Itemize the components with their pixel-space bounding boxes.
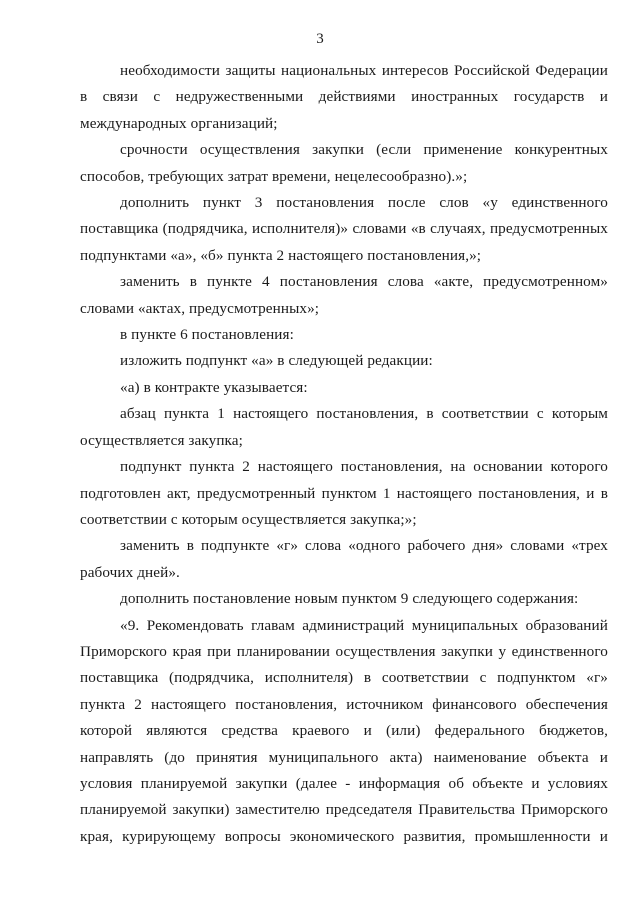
paragraph-contract-specifies: «а) в контракте указывается: [120, 378, 308, 396]
document-body [80, 58, 608, 850]
paragraph-subpoint-a-intro: изложить подпункт «а» в следующей редакции: [120, 352, 433, 370]
paragraph-urgency: срочности осуществления закупки (если применение конкурентных способов, требующих затрат времени, нецелесообразно).»; [80, 141, 608, 185]
paragraph-amend-subpoint-g: заменить в подпункте «г» слова «одного рабочего дня» словами «трех рабочих дней». [80, 537, 608, 581]
paragraph-point-9-text: «9. Рекомендовать главам администраций муниципальных образований Приморского края при планировании осуществления закупки у единственного поставщика (подрядчика, исполнителя) в соответствии с подпунктом «г» пункта 2 настоящего постановления, источником финансового обеспечения которой являются средства краевого и (или) федерального бюджетов, направлять (до принятия муниципального акта) наименование объекта и условия планируемой закупки (далее - информация об объекте и условиях планируемой закупки) заместителю председателя Правительства Приморского края, курирующему вопросы экономического развития, промышленности и [80, 616, 608, 845]
paragraph-clause-point-1: абзац пункта 1 настоящего постановления, в соответствии с которым осуществляется закупка; [80, 405, 608, 449]
paragraph-amend-point-4: заменить в пункте 4 постановления слова «акте, предусмотренном» словами «актах, предусмотренных»; [80, 273, 608, 317]
page-number: 3 [316, 31, 324, 47]
paragraph-amend-point-3: дополнить пункт 3 постановления после слов «у единственного поставщика (подрядчика, исполнителя)» словами «в случаях, предусмотренных подпунктами «а», «б» пункта 2 настоящего постановления,»; [80, 194, 608, 264]
paragraph-subpoint-point-2: подпункт пункта 2 настоящего постановления, на основании которого подготовлен акт, предусмотренный пунктом 1 настоящего постановления, и в соответствии с которым осуществляется закупка;»; [80, 458, 608, 528]
paragraph-add-point-9-intro: дополнить постановление новым пунктом 9 следующего содержания: [120, 590, 579, 608]
paragraph-interests: необходимости защиты национальных интересов Российской Федерации в связи с недружественными действиями иностранных государств и международных организаций; [80, 62, 608, 132]
paragraph-point-6-intro: в пункте 6 постановления: [120, 326, 294, 344]
